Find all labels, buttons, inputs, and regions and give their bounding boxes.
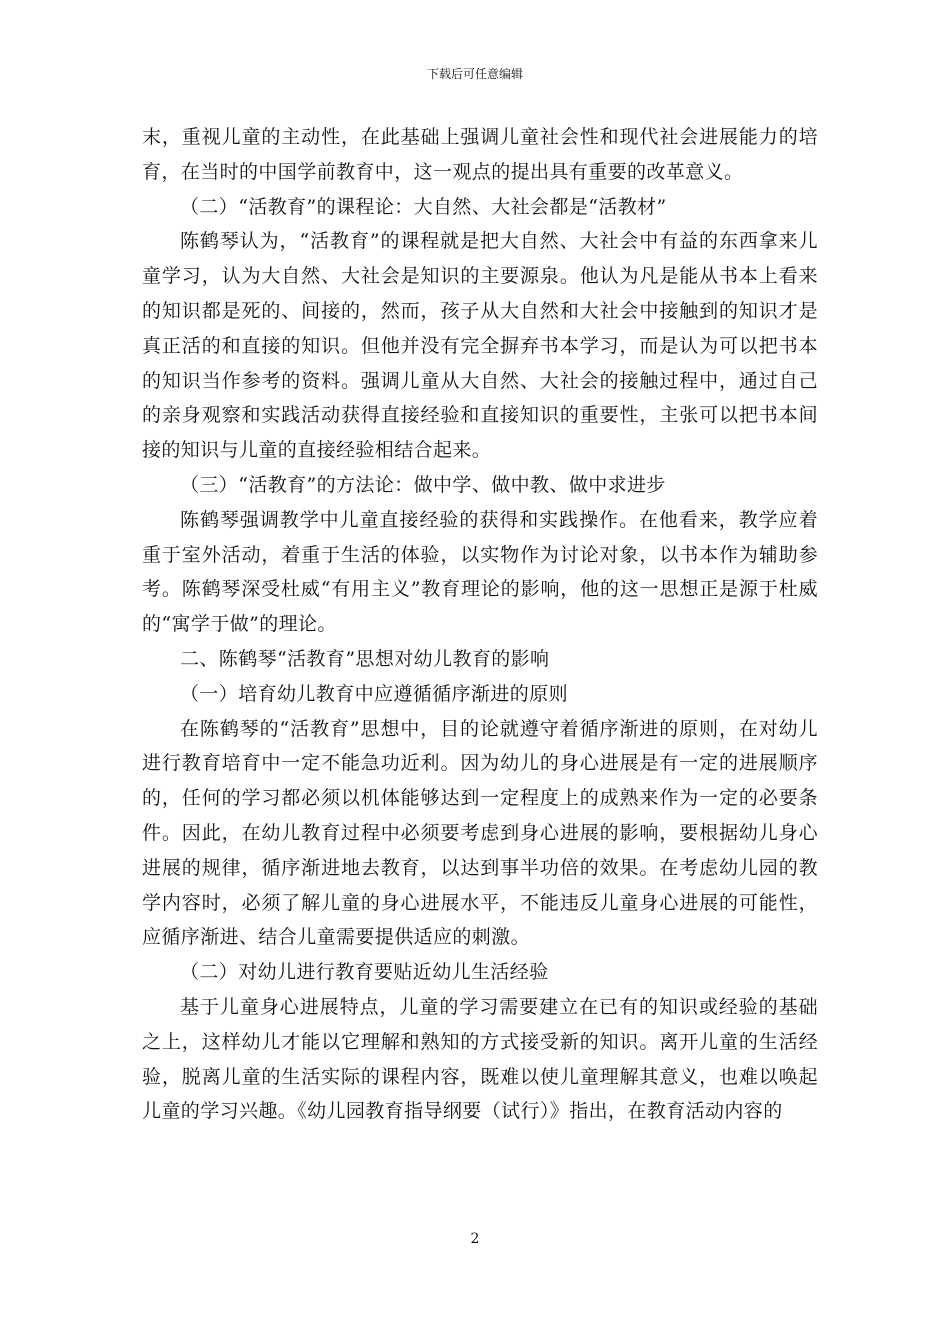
paragraph: 陈鹤琴认为，“活教育”的课程就是把大自然、大社会中有益的东西拿来儿童学习，认为大自然、大社会是知识的主要源泉。他认为凡是能从书本上看来的知识都是死的、间接的，然而，孩子从大自然和大社会中接触到的知识才是真正活的和直接的知识。但他并没有完全摒弃书本学习，而是认为可以把书本的知识当作参考的资料。强调儿童从大自然、大社会的接触过程中，通过自己的亲身观察和实践活动获得直接经验和直接知识的重要性，主张可以把书本间接的知识与儿童的直接经验相结合起来。 (142, 230, 818, 462)
paragraph: 基于儿童身心进展特点，儿童的学习需要建立在已有的知识或经验的基础之上，这样幼儿才能以它理解和熟知的方式接受新的知识。离开儿童的生活经验，脱离儿童的生活实际的课程内容，既难以使儿童理解其意义，也难以唤起儿童的学习兴趣。《幼儿园教育指导纲要（试行）》指出，在教育活动内容的 (142, 995, 818, 1123)
paragraph: 陈鹤琴强调教学中儿童直接经验的获得和实践操作。在他看来，教学应着重于室外活动，着重于生活的体验，以实物作为讨论对象，以书本作为辅助参考。陈鹤琴深受杜威“有用主义”教育理论的影响，他的这一思想正是源于杜威的“寓学于做”的理论。 (142, 508, 818, 636)
chapter-heading: 二、陈鹤琴“活教育”思想对幼儿教育的影响 (180, 647, 550, 670)
section-heading: （二）对幼儿进行教育要贴近幼儿生活经验 (180, 961, 549, 984)
section-heading: （一）培育幼儿教育中应遵循循序渐进的原则 (180, 682, 569, 705)
page-header: 下载后可任意编辑 (426, 67, 523, 81)
document-body (142, 120, 818, 1129)
page-number: 2 (470, 1231, 480, 1247)
paragraph: 在陈鹤琴的“活教育”思想中，目的论就遵守着循序渐进的原则，在对幼儿进行教育培育中一定不能急功近利。因为幼儿的身心进展是有一定的进展顺序的，任何的学习都必须以机体能够达到一定程度上的成熟来作为一定的必要条件。因此，在幼儿教育过程中必须要考虑到身心进展的影响，要根据幼儿身心进展的规律，循序渐进地去教育，以达到事半功倍的效果。在考虑幼儿园的教学内容时，必须了解儿童的身心进展水平，不能违反儿童身心进展的可能性，应循序渐进、结合儿童需要提供适应的刺激。 (142, 717, 818, 949)
section-heading: （二）“活教育”的课程论：大自然、大社会都是“活教材” (180, 195, 667, 218)
section-heading: （三）“活教育”的方法论：做中学、做中教、做中求进步 (180, 473, 666, 496)
paragraph-continuation: 末，重视儿童的主动性，在此基础上强调儿童社会性和现代社会进展能力的培育，在当时的中国学前教育中，这一观点的提出具有重要的改革意义。 (142, 126, 818, 183)
